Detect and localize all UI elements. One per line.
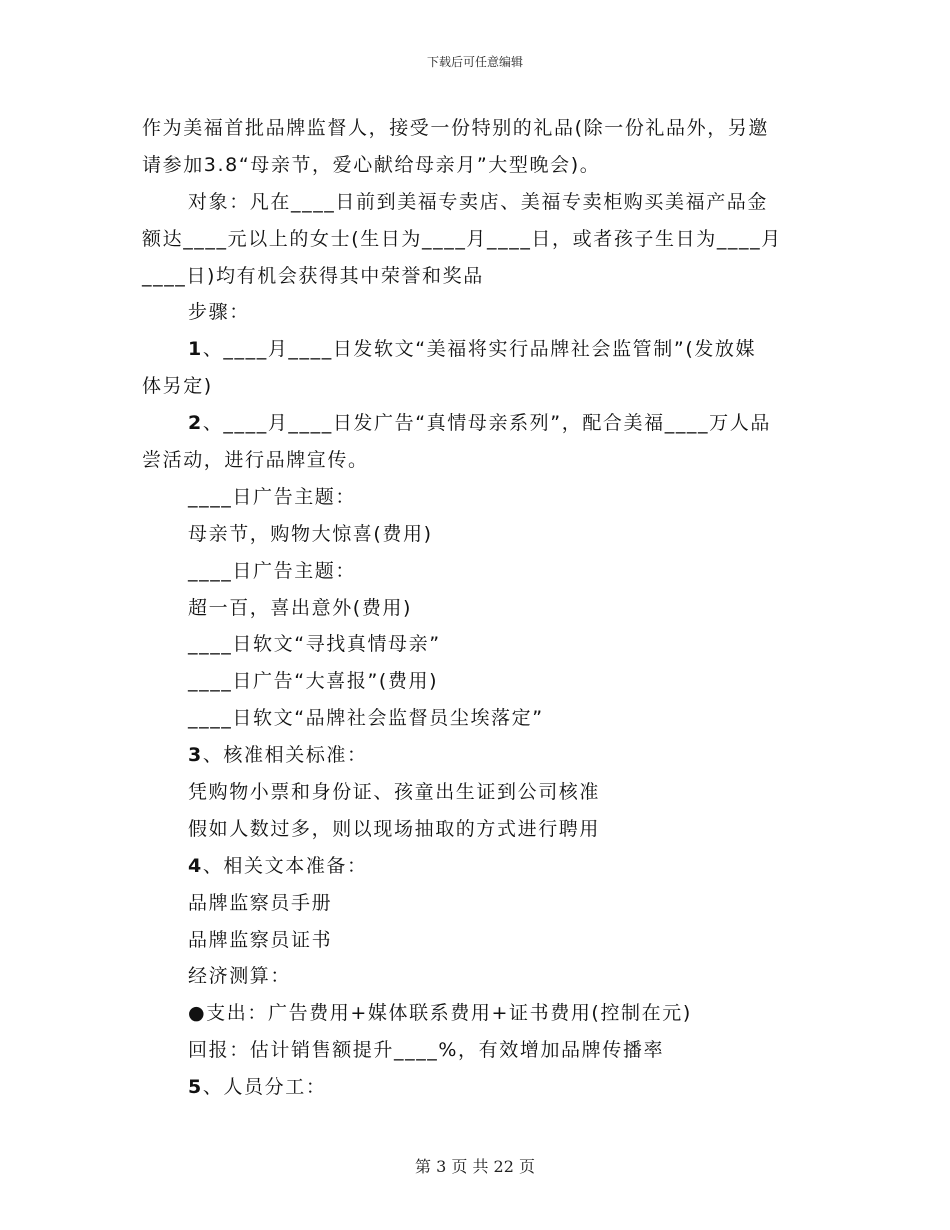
step-3-line <box>142 737 806 774</box>
return-line: 回报：估计销售额提升____%，有效增加品牌传播率 <box>188 1039 665 1062</box>
step-number: 5 <box>188 1076 203 1099</box>
step-5-line <box>142 1069 806 1106</box>
paragraph-line: 假如人数过多，则以现场抽取的方式进行聘用 <box>188 817 601 840</box>
paragraph-line: 对象：凡在____日前到美福专卖店、美福专卖柜购买美福产品金 <box>188 190 769 213</box>
paragraph-line: 额达____元以上的女士(生日为____月____日，或者孩子生日为____月 <box>142 227 782 250</box>
step-4-line <box>142 848 806 885</box>
ad-theme-content: 母亲节，购物大惊喜(费用) <box>188 522 433 545</box>
paragraph-line: 作为美福首批品牌监督人，接受一份特别的礼品(除一份礼品外，另邀 <box>142 117 770 139</box>
ad-theme-line: ____日广告主题： <box>188 559 357 582</box>
step-1-line <box>142 331 806 368</box>
step-text: 、____月____日发软文“美福将实行品牌社会监管制”(发放媒 <box>202 338 757 361</box>
expense-line: ●支出：广告费用+媒体联系费用+证书费用(控制在元) <box>188 1002 692 1025</box>
ad-theme-line: ____日广告主题： <box>188 485 357 508</box>
step-2-line <box>142 405 806 442</box>
schedule-line: ____日广告“大喜报”(费用) <box>188 670 439 693</box>
step-text: 、____月____日发广告“真情母亲系列”，配合美福____万人品 <box>202 412 771 435</box>
step-number: 4 <box>188 854 203 877</box>
schedule-line: ____日软文“品牌社会监督员尘埃落定” <box>188 707 544 730</box>
step-number: 2 <box>188 412 203 435</box>
step-text: 、人员分工： <box>202 1076 327 1099</box>
section-heading: 步骤： <box>188 301 250 324</box>
document-body <box>142 110 806 1106</box>
page-header: 下载后可任意编辑 <box>426 55 523 69</box>
schedule-line: ____日软文“寻找真情母亲” <box>188 633 441 656</box>
document-item: 品牌监察员证书 <box>188 928 333 951</box>
paragraph-line: 请参加3.8“母亲节，爱心献给母亲月”大型晚会)。 <box>142 153 601 176</box>
page-footer: 第 3 页 共 22 页 <box>415 1157 535 1176</box>
section-heading: 经济测算： <box>188 965 292 988</box>
paragraph-line: 凭购物小票和身份证、孩童出生证到公司核准 <box>188 781 601 804</box>
step-text: 、核准相关标准： <box>202 744 368 767</box>
step-text: 、相关文本准备： <box>202 854 368 877</box>
ad-theme-content: 超一百，喜出意外(费用) <box>188 596 413 619</box>
document-item: 品牌监察员手册 <box>188 891 333 914</box>
paragraph-line: ____日)均有机会获得其中荣誉和奖品 <box>142 264 484 287</box>
step-number: 3 <box>188 744 203 767</box>
paragraph-line: 尝活动，进行品牌宣传。 <box>142 449 369 472</box>
step-number: 1 <box>188 338 203 361</box>
paragraph-line: 体另定) <box>142 375 213 398</box>
